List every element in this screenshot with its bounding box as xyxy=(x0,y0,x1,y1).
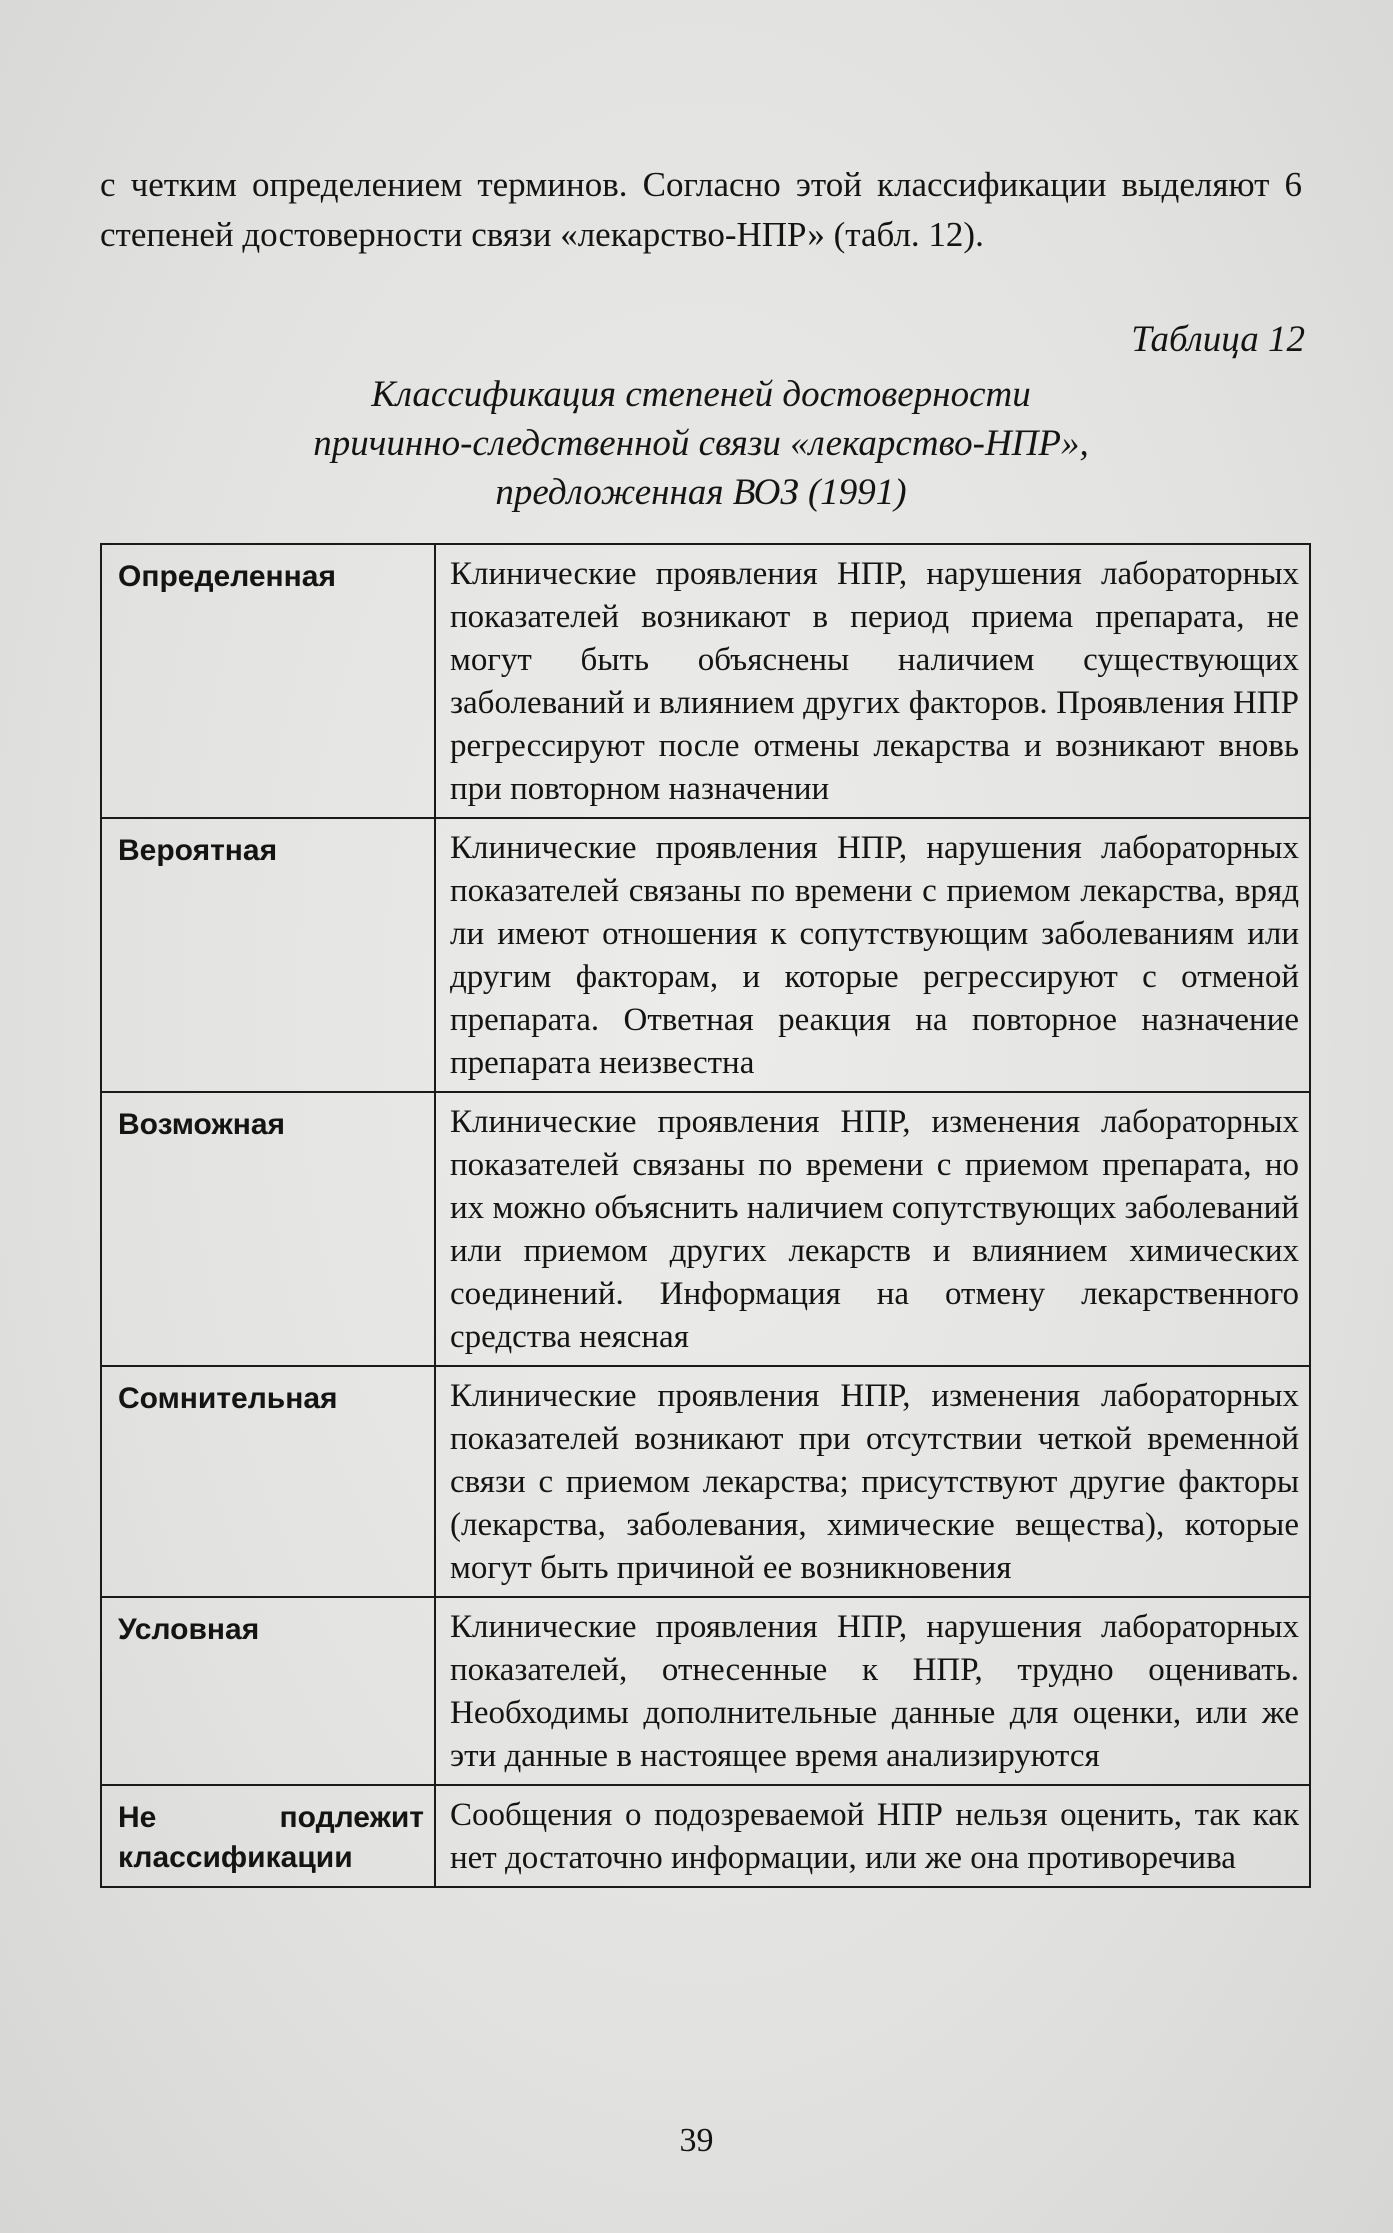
row-description: Клинические проявления НПР, нарушения лабораторных показателей связаны по времени с приемом лекарства, вряд ли имеют отношения к сопутствующим заболеваниям или другим факторам, и которые регрессируют с отменой препарата. Ответная реакция на повторное назначение препарата неизвестна xyxy=(435,818,1310,1092)
row-description: Клинические проявления НПР, изменения лабораторных показателей возникают при отсутствии четкой временной связи с приемом лекарства; присутствуют другие факторы (лекарства, заболевания, химические вещества), которые могут быть причиной ее возникновения xyxy=(435,1366,1310,1597)
table-title-line-1: Классификация степеней достоверности xyxy=(371,374,1031,415)
table-row xyxy=(101,818,1310,1092)
row-description: Клинические проявления НПР, изменения лабораторных показателей связаны по времени с приемом препарата, но их можно объяснить наличием сопутствующих заболеваний или приемом других лекарств и влиянием химических соединений. Информация на отмену лекарственного средства неясная xyxy=(435,1092,1310,1366)
table-title-line-3: предложенная ВОЗ (1991) xyxy=(495,472,907,513)
row-term: Сомнительная xyxy=(101,1366,435,1597)
table-title-line-2: причинно-следственной связи «лекарство-НПР», xyxy=(313,423,1089,464)
table-label: Таблица 12 xyxy=(1131,319,1305,360)
table-row xyxy=(101,1785,1310,1887)
classification-table xyxy=(100,543,1311,1888)
row-term: Условная xyxy=(101,1597,435,1785)
row-description: Сообщения о подозреваемой НПР нельзя оценить, так как нет достаточно информации, или же она противоречива xyxy=(435,1785,1310,1887)
table-row xyxy=(101,1597,1310,1785)
row-term: Не подлежит классификации xyxy=(101,1785,435,1887)
table-row xyxy=(101,544,1310,818)
intro-paragraph: с четким определением терминов. Согласно этой классификации выделяют 6 степеней достоверности связи «лекарство-НПР» (табл. 12). xyxy=(100,165,1302,254)
row-term: Возможная xyxy=(101,1092,435,1366)
page-number: 39 xyxy=(679,2122,714,2159)
row-term: Определенная xyxy=(101,544,435,818)
table-row xyxy=(101,1092,1310,1366)
table-title xyxy=(100,370,1302,517)
row-term: Вероятная xyxy=(101,818,435,1092)
row-description: Клинические проявления НПР, нарушения лабораторных показателей возникают в период приема препарата, не могут быть объяснены наличием существующих заболеваний и влиянием других факторов. Проявления НПР регрессируют после отмены лекарства и возникают вновь при повторном назначении xyxy=(435,544,1310,818)
row-description: Клинические проявления НПР, нарушения лабораторных показателей, отнесенные к НПР, трудно оценивать. Необходимы дополнительные данные для оценки, или же эти данные в настоящее время анализируются xyxy=(435,1597,1310,1785)
table-row xyxy=(101,1366,1310,1597)
